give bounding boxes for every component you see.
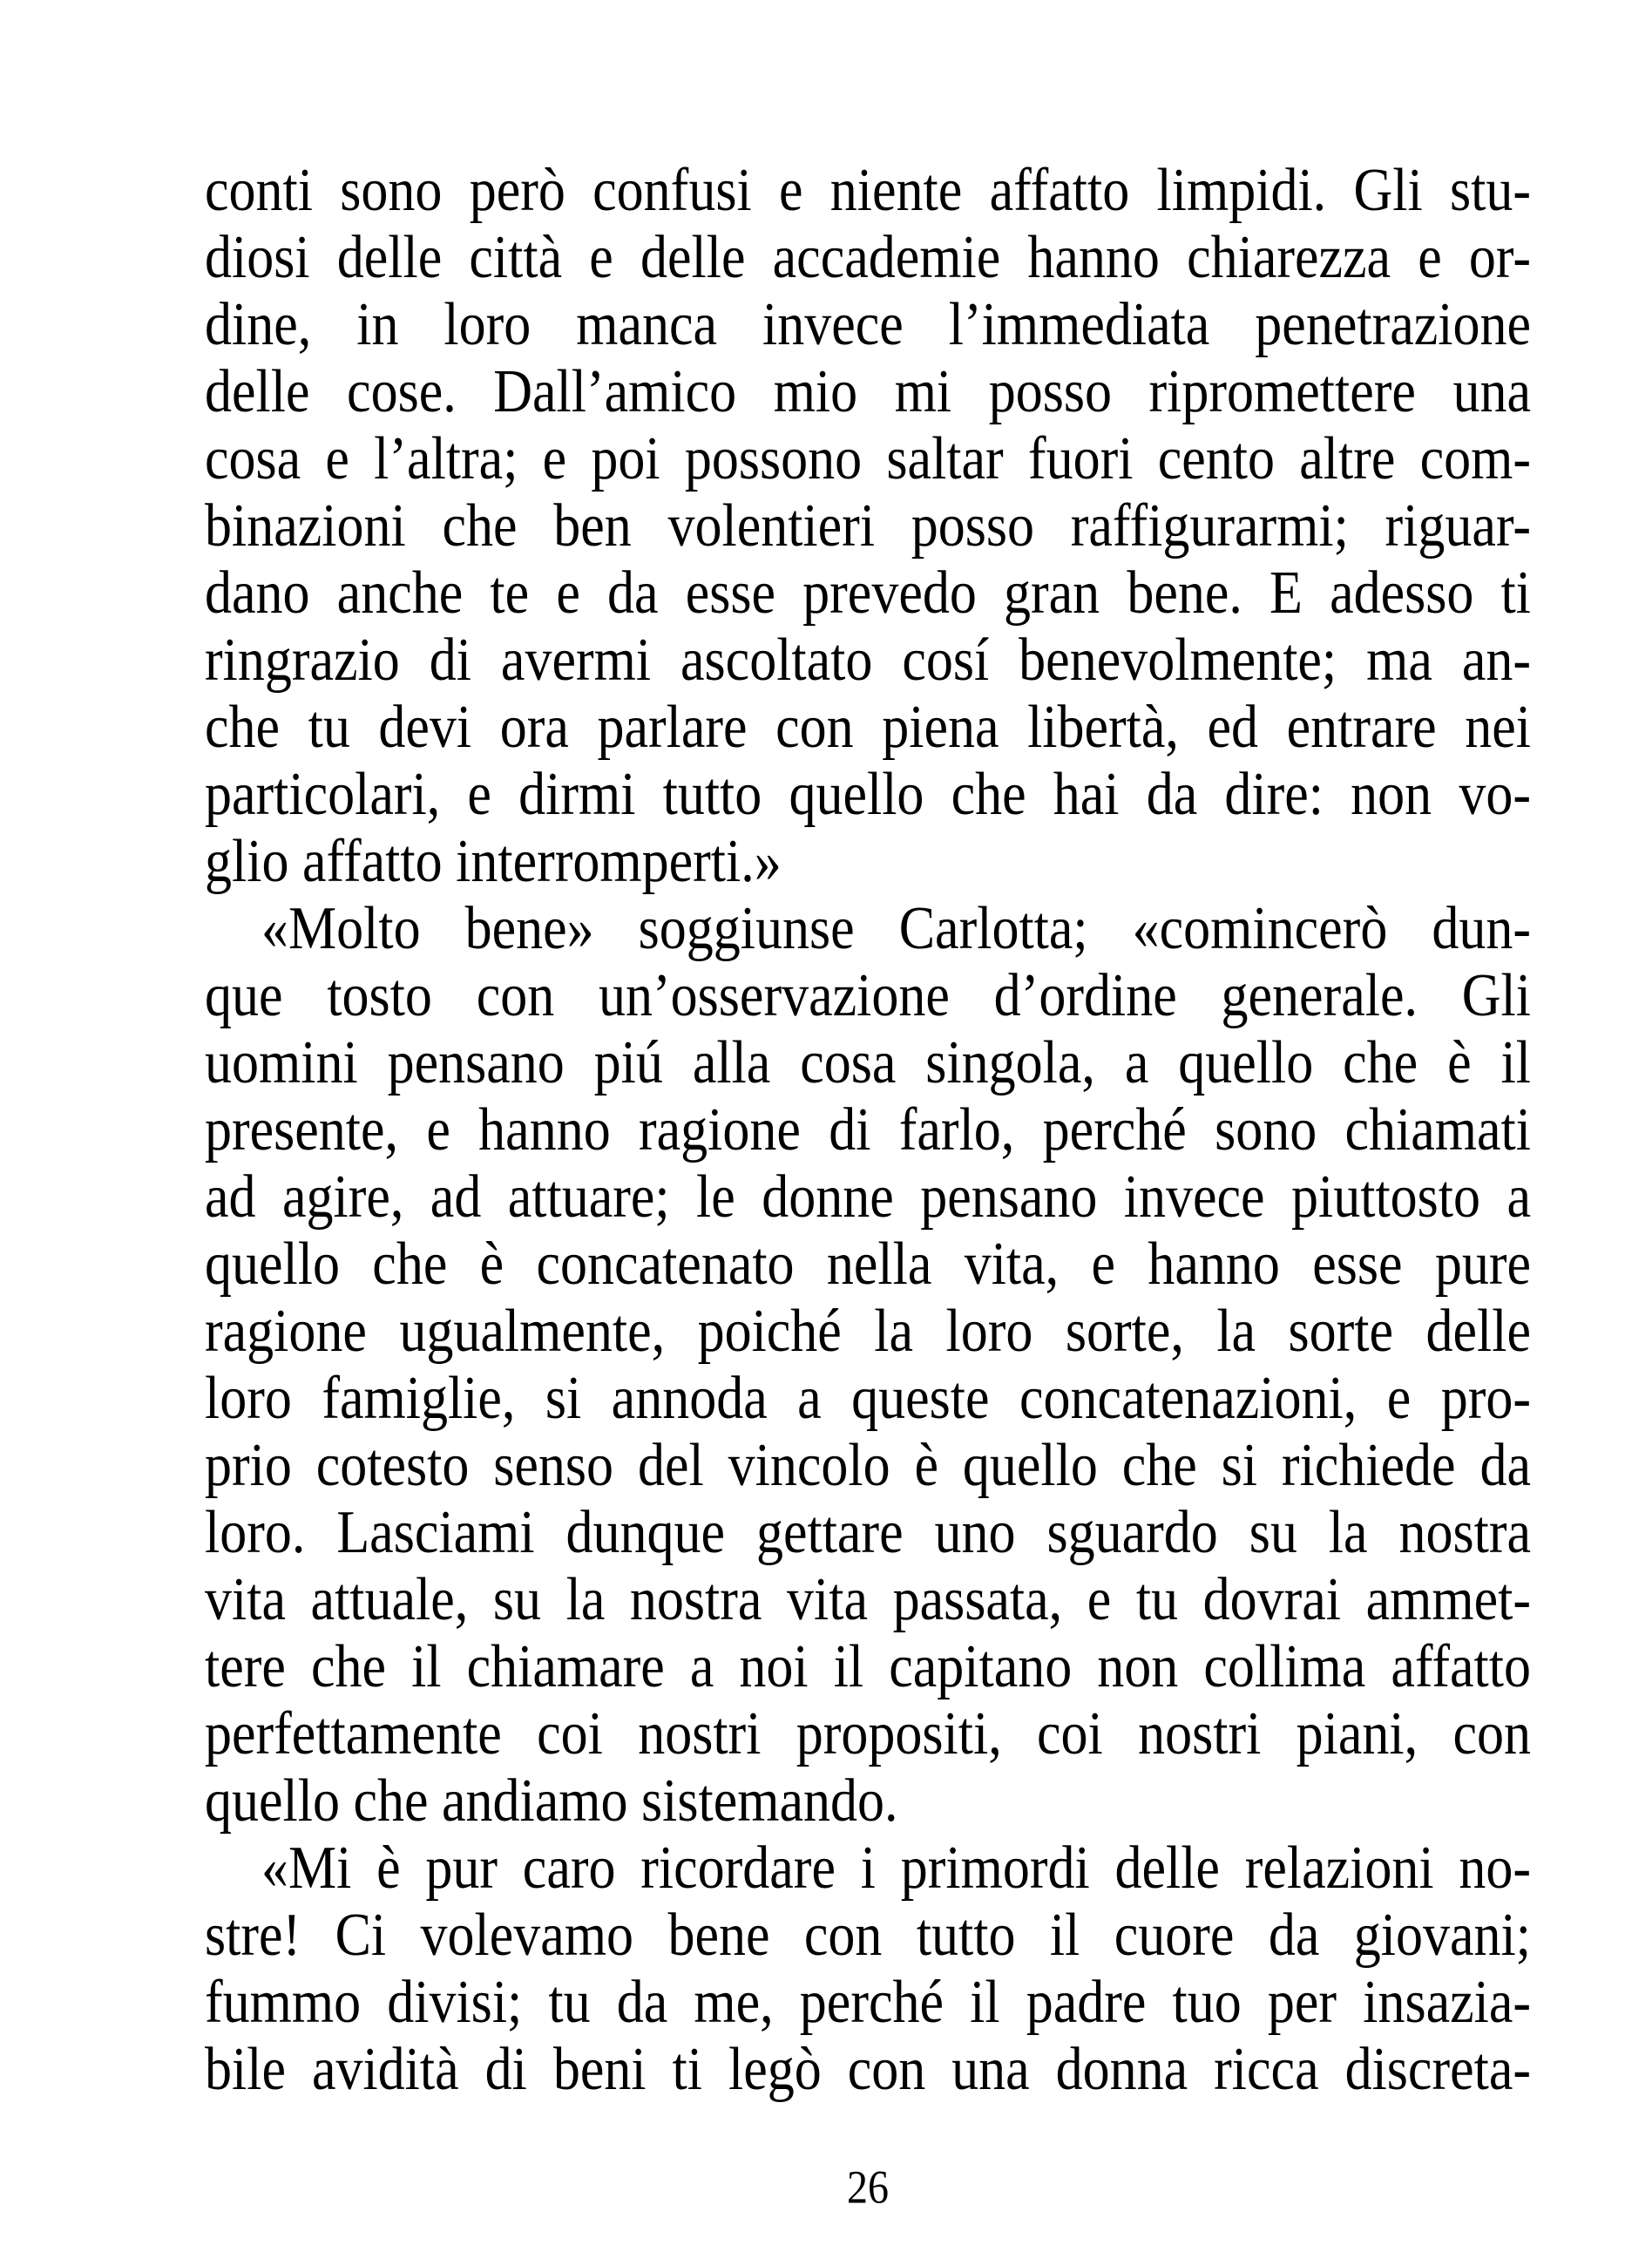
text-line: perfettamente coi nostri propositi, coi nostri piani, con [205,1700,1531,1767]
text-line: loro. Lasciami dunque gettare uno sguardo su la nostra [205,1499,1531,1566]
text-line: ad agire, ad attuare; le donne pensano invece piuttosto a [205,1163,1531,1231]
text-line: dine, in loro manca invece l’immediata penetrazione [205,291,1531,358]
text-line: particolari, e dirmi tutto quello che hai da dire: non vo- [205,761,1531,828]
text-line: «Mi è pur caro ricordare i primordi delle relazioni no- [261,1835,1531,1902]
text-line: ringrazio di avermi ascoltato cosí benevolmente; ma an- [205,627,1531,694]
text-line: delle cose. Dall’amico mio mi posso ripromettere una [205,358,1531,425]
text-line: quello che andiamo sistemando. [205,1767,898,1835]
text-line: quello che è concatenato nella vita, e hanno esse pure [205,1231,1531,1298]
text-line: che tu devi ora parlare con piena libertà, ed entrare nei [205,694,1531,761]
text-line: glio affatto interromperti.» [205,828,782,895]
text-line: dano anche te e da esse prevedo gran bene. E adesso ti [205,560,1531,627]
text-line: conti sono però confusi e niente affatto limpidi. Gli stu- [205,157,1531,224]
text-line: prio cotesto senso del vincolo è quello che si richiede da [205,1432,1531,1499]
text-line: uomini pensano piú alla cosa singola, a quello che è il [205,1029,1531,1096]
text-line: cosa e l’altra; e poi possono saltar fuori cento altre com- [205,425,1531,492]
text-line: fummo divisi; tu da me, perché il padre tuo per insazia- [205,1969,1531,2036]
text-line: ragione ugualmente, poiché la loro sorte, la sorte delle [205,1298,1531,1365]
text-line: que tosto con un’osservazione d’ordine generale. Gli [205,962,1531,1029]
page-number: 26 [847,2161,889,2214]
text-line: presente, e hanno ragione di farlo, perché sono chiamati [205,1096,1531,1163]
text-line: diosi delle città e delle accademie hanno chiarezza e or- [205,224,1531,291]
text-line: binazioni che ben volentieri posso raffigurarmi; riguar- [205,492,1531,560]
text-line: loro famiglie, si annoda a queste concatenazioni, e pro- [205,1365,1531,1432]
text-line: vita attuale, su la nostra vita passata, e tu dovrai ammet- [205,1566,1531,1633]
text-line: stre! Ci volevamo bene con tutto il cuore da giovani; [205,1902,1531,1969]
text-block [205,158,1531,2104]
text-line: tere che il chiamare a noi il capitano non collima affatto [205,1633,1531,1700]
text-line: «Molto bene» soggiunse Carlotta; «comincerò dun- [261,895,1531,962]
text-line: bile avidità di beni ti legò con una donna ricca discreta- [205,2036,1531,2103]
